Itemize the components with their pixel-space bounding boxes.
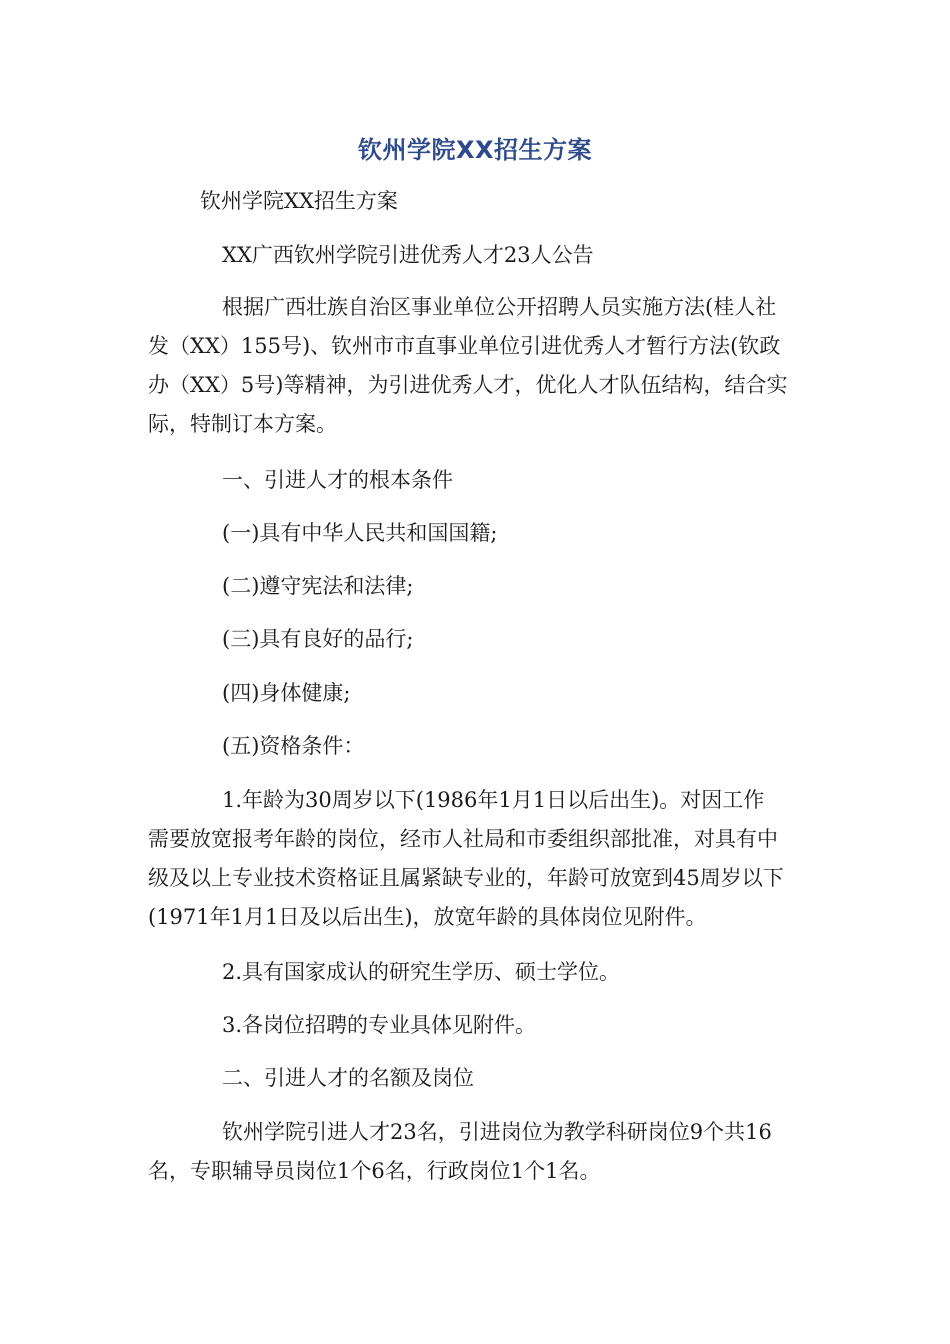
text-line: (四)身体健康; [222,681,351,705]
text-line: (五)资格条件： [222,734,365,758]
section-heading-2 [222,1059,882,1098]
list-item-2 [222,567,882,606]
document-title: 钦州学院XX招生方案 [357,136,592,164]
text-line: (1971年1月1日及以后出生)，放宽年龄的具体岗位见附件。 [148,905,707,929]
text-line: 3.各岗位招聘的专业具体见附件。 [222,1013,537,1037]
text-line: 名，专职辅导员岗位1个6名，行政岗位1个1名。 [148,1159,601,1183]
paragraph-intro [148,288,808,444]
list-item-3 [222,620,882,659]
text-line: 需要放宽报考年龄的岗位，经市人社局和市委组织部批准，对具有中 [148,827,778,851]
paragraph-major-requirement [222,1006,882,1045]
text-line: 1.年龄为30周岁以下(1986年1月1日以后出生)。对因工作 [222,788,765,812]
text-line: (一)具有中华人民共和国国籍; [222,521,498,545]
text-line: 际，特制订本方案。 [148,412,337,436]
list-item-4 [222,674,882,713]
text-line: 2.具有国家成认的研究生学历、硕士学位。 [222,960,621,984]
paragraph-degree-requirement [222,953,882,992]
text-line: (二)遵守宪法和法律; [222,574,414,598]
text-line: 根据广西壮族自治区事业单位公开招聘人员实施方法(桂人社 [222,295,777,319]
section-heading-1 [222,461,882,500]
list-item-1 [222,514,882,553]
list-item-5 [222,727,882,766]
text-line: 钦州学院XX招生方案 [200,189,398,213]
text-line: 级及以上专业技术资格证且属紧缺专业的，年龄可放宽到45周岁以下 [148,866,784,890]
text-line: 二、引进人才的名额及岗位 [222,1066,474,1090]
text-line: 钦州学院引进人才23名，引进岗位为教学科研岗位9个共16 [222,1120,772,1144]
paragraph-age-requirement [148,781,808,937]
text-line: XX广西钦州学院引进优秀人才23人公告 [222,243,594,267]
paragraph-announcement [222,236,882,275]
text-line: 一、引进人才的根本条件 [222,468,453,492]
text-line: 办（XX）5号)等精神，为引进优秀人才，优化人才队伍结构，结合实 [148,373,788,397]
paragraph-quota [148,1113,808,1191]
text-line: (三)具有良好的品行; [222,627,414,651]
text-line: 发（XX）155号)、钦州市市直事业单位引进优秀人才暂行方法(钦政 [148,334,781,358]
paragraph-subtitle [200,182,860,221]
